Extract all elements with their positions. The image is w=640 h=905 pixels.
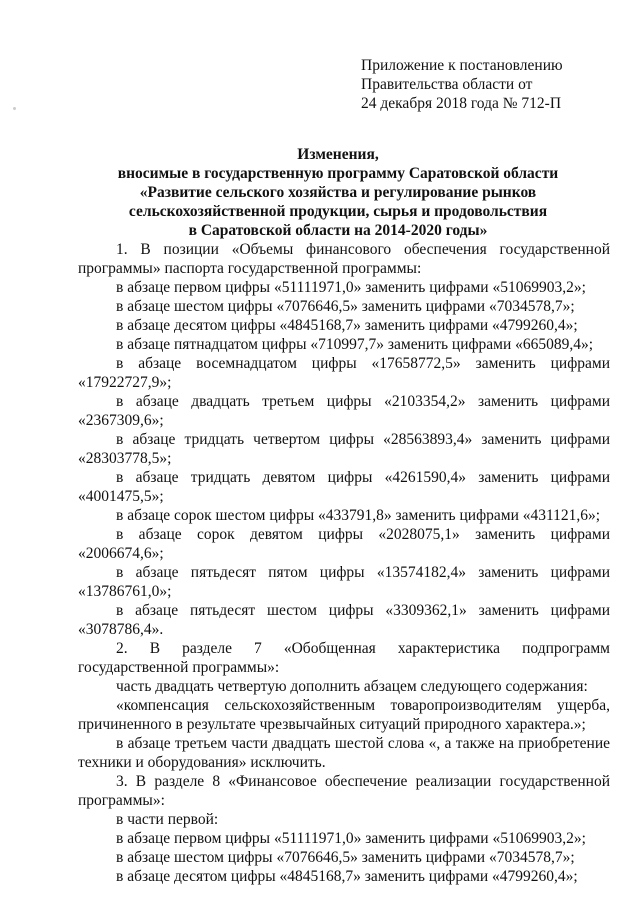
paragraph-2-item: «компенсация сельскохозяйственным товаропроизводителям ущерба, причиненного в результате чрезвычайных ситуаций природного характера.»; [78,697,610,733]
paragraph-1-item: в абзаце сорок шестом цифры «433791,8» заменить цифрами «431121,6»; [116,507,601,524]
paragraph-1-item: в абзаце двадцать третьем цифры «2103354,2» заменить цифрами «2367309,6»; [78,393,610,429]
title-line-5: в Саратовской области на 2014-2020 годы» [188,222,488,239]
paragraph-1: 1. В позиции «Объемы финансового обеспечения государственной программы» паспорта государственной программы: [78,241,610,277]
paragraph-3-item: в абзаце шестом цифры «7076646,5» заменить цифрами «7034578,7»; [116,849,575,866]
paragraph-3: 3. В разделе 8 «Финансовое обеспечение реализации государственной программы»: [78,773,610,809]
paragraph-3-item: в абзаце первом цифры «51111971,0» заменить цифрами «51069903,2»; [116,830,586,847]
title-line-1: Изменения, [297,146,379,163]
paragraph-1-item: в абзаце восемнадцатом цифры «17658772,5» заменить цифрами «17922727,9»; [78,355,610,391]
paragraph-1-item: в абзаце тридцать четвертом цифры «28563893,4» заменить цифрами «28303778,5»; [78,431,610,467]
title-line-3: «Развитие сельского хозяйства и регулирование рынков [139,184,537,201]
paragraph-1-item: в абзаце пятьдесят шестом цифры «3309362,1» заменить цифрами «3078786,4». [78,602,610,638]
paragraph-1-item: в абзаце десятом цифры «4845168,7» заменить цифрами «4799260,4»; [116,317,578,334]
paragraph-3-item: в части первой: [116,811,219,828]
paragraph-2-item: часть двадцать четвертую дополнить абзацем следующего содержания: [116,678,588,695]
paragraph-1-item: в абзаце первом цифры «51111971,0» заменить цифрами «51069903,2»; [116,279,586,296]
paragraph-3-item: в абзаце десятом цифры «4845168,7» заменить цифрами «4799260,4»; [116,868,578,885]
title-line-4: сельскохозяйственной продукции, сырья и продовольствия [128,203,548,220]
scan-speck [13,107,16,110]
document-title [60,145,616,240]
title-line-2: вносимые в государственную программу Саратовской области [117,165,559,182]
paragraph-2-item: в абзаце третьем части двадцать шестой слова «, а также на приобретение техники и оборудования» исключить. [78,735,610,771]
paragraph-1-item: в абзаце тридцать девятом цифры «4261590,4» заменить цифрами «4001475,5»; [78,469,610,505]
appendix-line-1: Приложение к постановлению [361,57,563,74]
paragraph-2: 2. В разделе 7 «Обобщенная характеристика подпрограмм государственной программы»: [78,640,610,676]
appendix-header [361,56,563,113]
document-body [78,240,610,886]
appendix-line-3: 24 декабря 2018 года № 712-П [361,95,562,112]
paragraph-1-item: в абзаце пятьдесят пятом цифры «13574182,4» заменить цифрами «13786761,0»; [78,564,610,600]
paragraph-1-item: в абзаце пятнадцатом цифры «710997,7» заменить цифрами «665089,4»; [116,336,594,353]
appendix-line-2: Правительства области от [361,76,533,93]
paragraph-1-item: в абзаце шестом цифры «7076646,5» заменить цифрами «7034578,7»; [116,298,575,315]
paragraph-1-item: в абзаце сорок девятом цифры «2028075,1» заменить цифрами «2006674,6»; [78,526,610,562]
